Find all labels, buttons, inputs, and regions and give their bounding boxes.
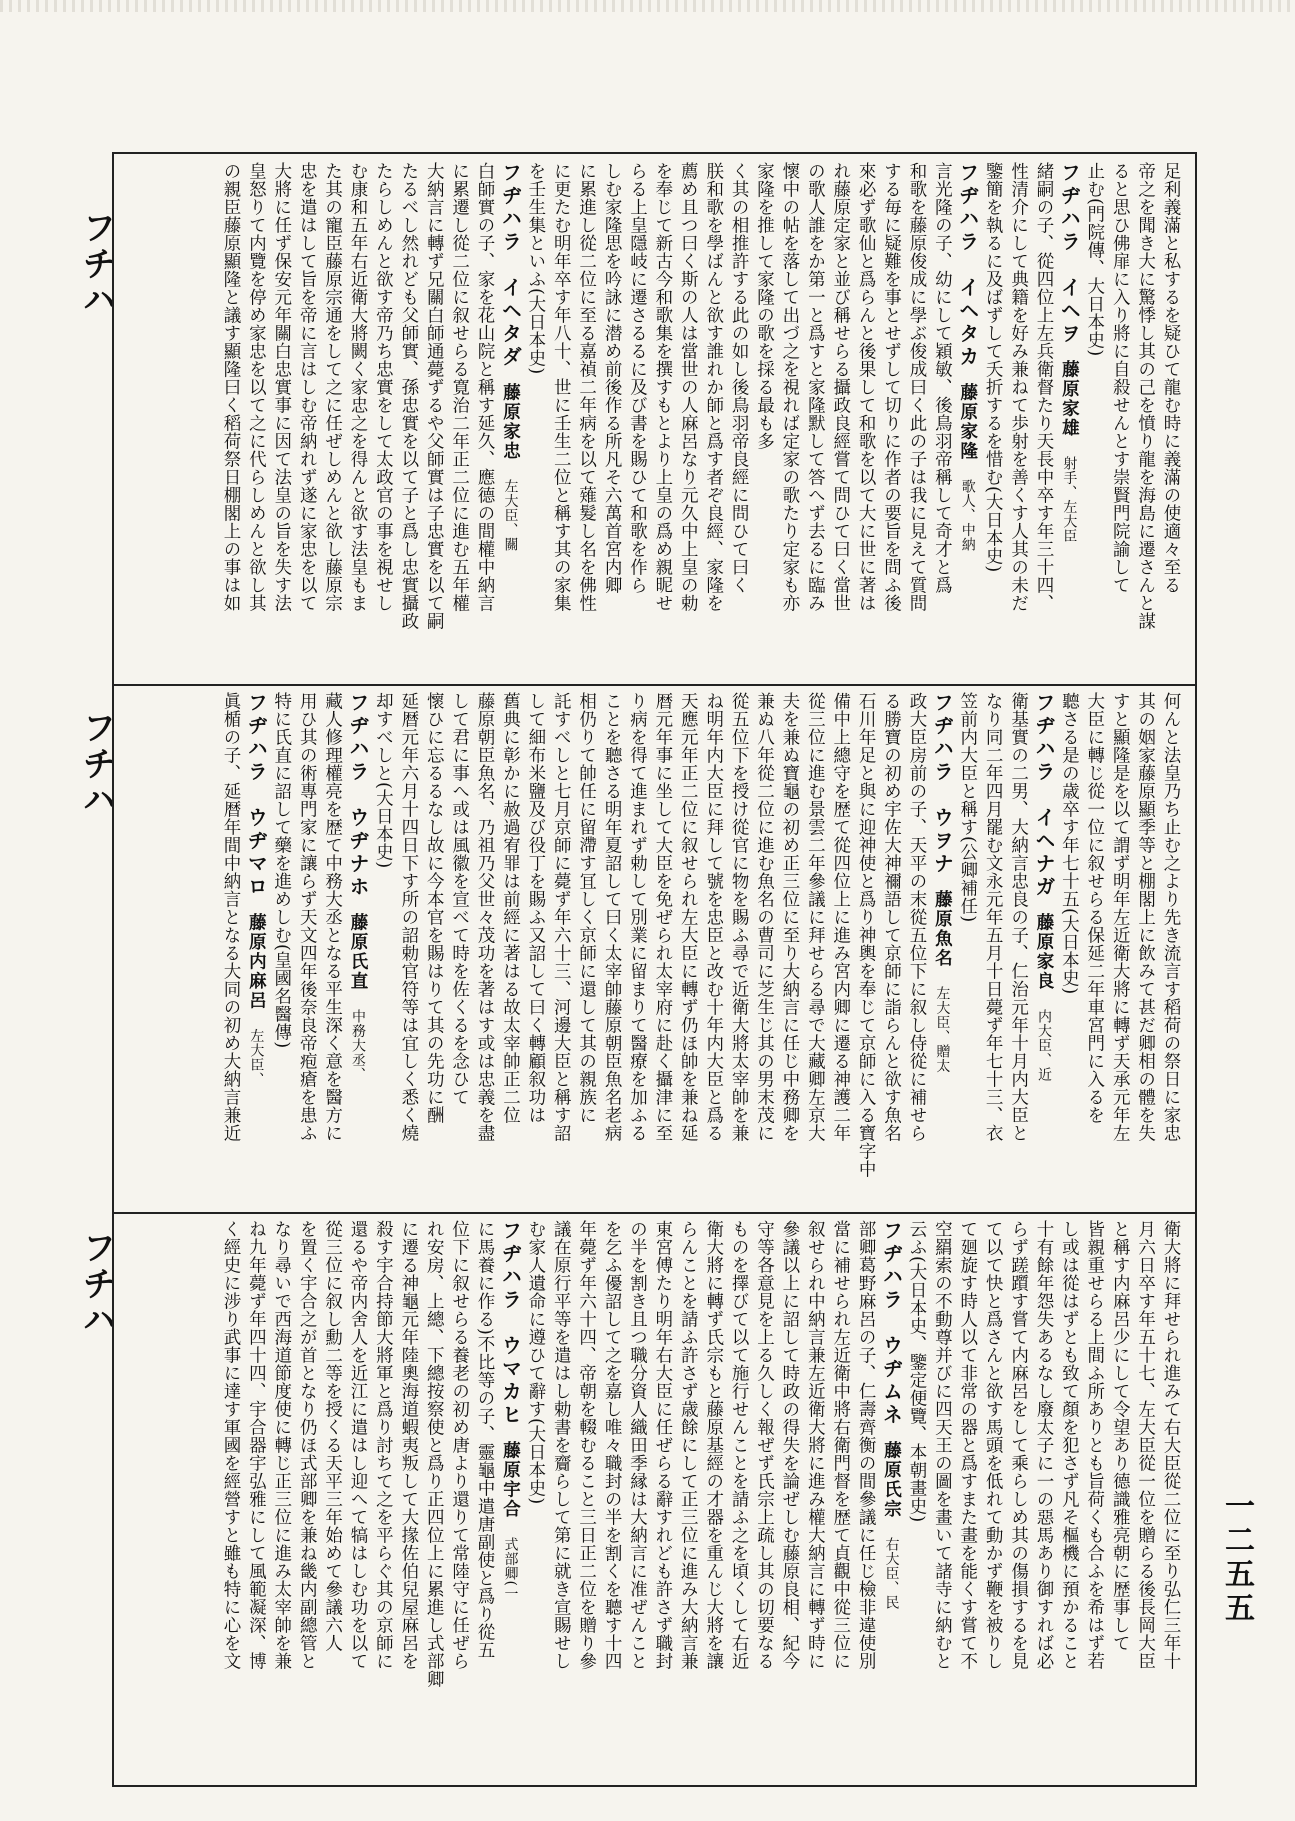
text-column: 暦元年事に坐して大臣を免ぜられ太宰府に赴く攝津に至 [652,692,673,1142]
running-header-bottom: フチハ [76,1230,116,1338]
heading-reading: フヂハラ ウヂナホ [346,692,370,899]
heading-reading: フヂハラ イヘタダ [498,162,523,369]
heading-name: 藤原氏直 [348,913,368,991]
text-column: ね九年薨ず年四十四、宇合器宇弘雅にして風範凝深、博 [246,1220,267,1670]
text-column: に遷る神龜元年陸奧海道蝦夷叛して大掾佐伯兒屋麻呂を [398,1220,419,1670]
text-column: に馬養に作る)不比等の子、靈龜中遣唐副使と爲り從五 [475,1220,496,1660]
text-column: て以て快と爲さんと欲す馬頭を低れて動かず鞭を被りし [983,1220,1004,1670]
text-column: る勝寶の初め宇佐大神禰語して京師に詣らんと欲す魚名 [881,692,902,1142]
text-column: 叙せられ中納言兼左近衛大將に進み權大納言に轉ず時に [805,1220,826,1670]
text-column: 藤原朝臣魚名、乃祖乃父世々茂功を著はす或は忠義を盡 [475,692,496,1142]
text-column: に累進し從二位に至る嘉禎二年病を以て薙髮し名を佛性 [576,162,597,612]
text-column: すと顯隆是を以て謂ず明年左近衛大將に轉ず天承元年左 [1110,692,1131,1142]
biography-heading [878,1220,903,1780]
text-column: を置く宇合之が首となり仍ほ式部卿を兼ね畿内副總管と [297,1220,318,1670]
text-column: 藏人修理權亮を歴て中務大丞となる平生深く意を醫方に [322,692,343,1142]
text-column: 十有餘年怨失あるなし廢太子に一の惡馬あり御すれば必 [1033,1220,1054,1670]
text-column: の親臣藤原顯隆と議す顯隆曰く稻荷祭日棚閣上の事は如 [220,162,241,612]
text-column: 懷ひに忘るるなし故に今本官を賜はりて其の先功に酬 [424,692,445,1124]
text-column: 空羂索の不動尊并びに四天王の圖を畫いて諸寺に納むと [932,1220,953,1670]
biography-heading [497,1220,522,1780]
text-column: 眞楯の子、延暦年間中納言となる大同の初め大納言兼近 [220,692,241,1142]
text-column: 大納言に轉ず兄關白師通薨ずるや父師實は子忠實を以て嗣 [424,162,445,630]
text-column: 薦め且つ曰く斯の人は當世の人麻呂なり元久中上皇の勅 [678,162,699,612]
heading-name: 藤原宇合 [500,1441,521,1519]
text-column: する毎に疑難を事とせずして切りに作者の要旨を問ふ後 [881,162,902,612]
text-column: 云ふ(大日本史、鑒定便覽、本朝畫史) [906,1220,927,1523]
text-column: 足利義滿と私するを疑ひて龍む時に義滿の使適々至る [1161,162,1181,594]
text-column: 緒嗣の子、從四位上左兵衛督たり天長中卒す年三十四、 [1033,162,1054,612]
text-column: 何んと法皇乃ち止む之より先き流言す稻荷の祭日に家忠 [1161,692,1181,1142]
scan-edge-artifact [0,0,1295,12]
text-column: たるべし然れども父師實、孫忠實を以て子と爲し忠實攝政 [398,162,419,630]
text-column: 用ひ其の術專門家に讓らず天文四年後奈良帝疱瘡を患ふ [297,692,318,1142]
heading-reading: フヂハラ イヘタカ [955,162,980,369]
text-column: 天應元年正二位に叙せられ左大臣に轉ず仍ほ帥を兼ね延 [678,692,699,1142]
heading-title-note: 内大臣、近 [1035,1009,1052,1082]
page-frame [112,152,1197,1787]
page-number: 一二五五 [1219,1490,1254,1626]
biography-heading [1056,162,1081,676]
heading-title-note: 右大臣、民 [883,1537,900,1610]
text-column: 還るや帝内舍人を近江に遣はし迎へて犒はしむ功を以て [348,1220,368,1670]
text-column: 却すべしと(大日本史) [373,692,394,869]
text-column: 夫を兼ぬ寶龜の初め正三位に至り大納言に任じ中務卿を [779,692,800,1142]
heading-title-note: 式部卿(一 [502,1537,519,1601]
text-column: 止む(門院傳、大日本史) [1084,162,1105,357]
text-column: なり尋いで西海道節度使に轉じ正三位に進み太宰帥を兼 [271,1220,292,1670]
text-column: 託すべしと七月京師に薨ず年六十三、河邊大臣と稱す詔 [551,692,572,1142]
text-column: 白師實の子、家を花山院と稱す延久、應德の間權中納言 [475,162,496,612]
text-band-bottom [126,1220,1183,1780]
text-column: なり同二年四月罷む文永元年五月十日薨ず年七十三、衣 [983,692,1004,1142]
text-column: 位下に叙せらる養老の初め唐より還りて常陸守に任ぜら [449,1220,470,1670]
text-column: む家人遺命に遵ひて辭す(大日本史) [525,1220,546,1505]
text-column: 其の姻家藤原顯季等と棚閣上に飲みて甚だ卿相の體を失 [1135,692,1156,1142]
text-column: 當に補せられ左近衛中將右衛門督を歴て貞觀中從三位に [830,1220,851,1670]
text-column: して細布米鹽及び役丁を賜ふ又詔して曰く轉顧叙功は [525,692,546,1124]
text-column: 帝之を聞き大に驚悸し其の己を憤り龍を海島に遷さんと謀 [1135,162,1156,630]
band-divider-2 [114,1212,1195,1214]
text-column: 家隆を推して家隆の歌を採る最も多 [754,162,775,450]
text-column: たらしめんと欲す帝乃ち忠實をして太政官の事を視せし [373,162,394,612]
text-column: 朕和歌を學ばんと欲す誰れか師と爲す者ぞ良經、家隆を [703,162,724,612]
band-divider-1 [114,684,1195,686]
text-column: 政大臣房前の子、天平の末從五位下に叙し侍從に補せら [906,692,927,1142]
heading-name: 藤原家忠 [500,383,521,461]
text-column: 從三位に進む景雲二年參議に拜せらる尋で大藏卿左京大 [805,692,826,1142]
heading-reading: フヂハラ ウヂマロ [244,692,269,899]
heading-name: 藤原家雄 [1059,360,1080,438]
biography-heading [1031,692,1056,1204]
text-column: 皇怒りて内覽を停め家忠を以て之に代らしめんと欲し其 [246,162,267,612]
text-band-top [126,162,1183,676]
heading-name: 藤原魚名 [932,890,953,968]
heading-title-note: 中務大丞、 [350,1009,366,1082]
text-column: しむ家隆思を吟詠に潜め前後作る所凡そ六萬首宮内卿 [602,162,623,594]
text-column: く經史に涉り武事に達す軍國を經營すと雖も特に心を文 [220,1220,241,1670]
text-column: の歌人誰をか第一と爲すと家隆默して答へず去るに臨み [805,162,826,612]
text-column: して君に事へ或は風徽を宣べて時を佐くるを念ひて [449,692,470,1106]
text-column: 鑒簡を執るに及ばずして夭折するを惜む(大日本史) [983,162,1004,573]
running-header-top: フチハ [76,210,116,318]
text-column: 延暦元年六月十四日下す所の詔勅官符等は宜しく悉く燒 [398,692,419,1142]
text-column: 從三位に叙し勳二等を授くる天平三年始めて參議六人 [322,1220,343,1652]
text-column: 大將に任ず保安元年關白忠實事に因て法皇の旨を失す法 [271,162,292,612]
text-column: 皆親重せらる上間ふ所ありとも旨荷くも合ふを希はず若 [1084,1220,1105,1670]
text-column: た其の寵臣藤原宗通をして之に任ぜしめんと欲し藤原宗 [322,162,343,612]
heading-name: 藤原家良 [1033,913,1054,991]
text-column: 石川年足と與に迎神使と爲り神輿を奉じて京師に入る寶字中 [856,692,877,1178]
text-column: 大臣に轉じ從一位に叙せらる保延二年車宮門に入るを [1084,692,1105,1124]
text-column: 兼ぬ八年從二位に進む魚名の曹司に芝生じ其の男末茂に [754,692,775,1142]
text-column: ことを聽さる明年夏詔して曰く太宰帥藤原朝臣魚名老病 [602,692,623,1142]
text-column: 聽さる是の歳卒す年七十五(大日本史) [1059,692,1080,995]
text-column: れ安房、上總、下總按察使と爲り正四位上に累進し式部卿 [424,1220,445,1688]
heading-reading: フヂハラ ウヂムネ [879,1220,904,1427]
text-column: む康和五年右近衛大將闕く家忠之を得んと欲す法皇もま [348,162,368,612]
text-band-middle [126,692,1183,1204]
text-column: らんことを請ふ許さず歳餘にして正三位に進み大納言兼 [678,1220,699,1670]
running-header-middle: フチハ [76,710,116,818]
text-column: 來必ず歌仙と爲らんと後果して和歌を以て大に世に著は [856,162,877,612]
text-column: 和歌を藤原俊成に學ぶ俊成曰く此の子は我に見えて質問 [906,162,927,612]
text-column: 從五位下を授け從官に物を賜ふ尋で近衛大將太宰帥を兼 [729,692,750,1142]
text-column: れ藤原定家と並び稱せらる攝政良經嘗て問ひて曰く當世 [830,162,851,612]
text-column: 殺す宇合持節大將軍と爲り討ちて之を平らぐ其の京師に [373,1220,394,1670]
heading-title-note: 射手、左大臣 [1061,456,1078,543]
text-column: 月六日卒す年五十七、左大臣從一位を贈らる後長岡大臣 [1135,1220,1156,1670]
heading-title-note: 左大臣、關 [502,479,519,552]
text-column: を奉じて新古今和歌集を撰すもとより上皇の爲め親昵せ [652,162,673,612]
text-column: て廻旋す時人以て非常の器と爲すまた畫を能くす嘗て不 [957,1220,978,1670]
text-column: ものを擇びて以て施行せんことを請ふ之を頃くして右近 [729,1220,750,1670]
biography-heading [929,692,954,1204]
biography-heading [954,162,979,676]
heading-name: 藤原氏宗 [881,1441,902,1519]
biography-heading [497,162,522,676]
heading-reading: フヂハラ イヘナガ [1031,692,1056,899]
heading-name: 藤原内麻呂 [246,913,267,1011]
text-column: 守等各意見を上る久しく報ぜず氏宗上疏し其の切要なる [754,1220,775,1670]
text-column: を壬生集といふ(大日本史) [525,162,546,375]
text-column: ると思ひ佛扉に入り將に自殺せんとす崇賢門院諭して [1110,162,1131,594]
text-column: 言光隆の子、幼にして穎敏、後鳥羽帝稱して奇才と爲 [932,162,953,594]
text-column: 性清介にして典籍を好み兼ねて歩射を善くす人其の未だ [1008,162,1029,612]
text-column: と稱す内麻呂少にして令望あり德識雅亮朝に歴事して [1110,1220,1131,1652]
text-column: 年薨ず年六十四、帝朝を輟むること三日正二位を贈り參 [576,1220,597,1670]
text-column: り病を得て進まれず勅して別業に留まりて醫療を加ふる [627,692,648,1142]
heading-reading: フヂハラ ウヲナ [930,692,955,876]
heading-name: 藤原家隆 [957,383,978,461]
text-column: 忠を遣はして旨を帝に言はしむ帝納れず遂に家忠を以て [297,162,318,612]
text-column: の半を割き且つ職分資人織田季縁は大納言に准ぜんこと [627,1220,648,1670]
text-column: 衛基實の二男、大納言忠良の子、仁治元年十月内大臣と [1008,692,1029,1142]
text-column: に更たむ明年卒す年八十、世に壬生二位と稱す其の家集 [551,162,572,612]
text-column: 舊典に彰かに赦過宥罪は前經に著はる故太宰帥正二位 [500,692,521,1124]
text-column: 部卿葛野麻呂の子、仁壽齊衡の間參議に任じ檢非違使別 [856,1220,877,1670]
text-column: 議在原行平等を遣はし勅書を齎らして第に就き宣賜せし [551,1220,572,1670]
biography-heading [345,692,370,1204]
text-column: 相仍りて帥任に留滯す冝しく京師に還して其の親族に [576,692,597,1124]
text-column: 備中上總守を歴て從四位上に進み宮内卿に遷る神護二年 [830,692,851,1142]
text-column: らず蹉躓す嘗て内麻呂をして乘らしめ其の傷損するを見 [1008,1220,1029,1670]
text-column: らる上皇隱岐に遷さるるに及び書を賜ひて和歌を作ら [627,162,648,594]
heading-title-note: 歌人、中納 [959,479,976,552]
heading-reading: フヂハラ イヘヲ [1057,162,1082,346]
text-column: を乞ふ優詔して之を嘉し唯々職封の半を割くを聽す十四 [602,1220,623,1670]
heading-title-note: 左大臣、 [248,1028,265,1087]
text-column: 特に氏直に詔して藥を進めしむ(皇國名醫傳) [271,692,292,1049]
text-column: し或は從はずとも致て顏を犯さず凡そ樞機に預かること [1059,1220,1080,1670]
text-column: 懷中の帖を落して出づ之を視れば定家の歌たり定家も亦 [779,162,800,612]
text-column: に累遷し從二位に叙せらる寛治二年正二位に進む五年權 [449,162,470,612]
heading-title-note: 左大臣、贈太 [934,986,951,1073]
text-column: 衛大將に轉ず氏宗もと藤原基經の才器を重んじ大將を讓 [703,1220,724,1670]
text-column: 笠前内大臣と稱す(公卿補任) [957,692,978,923]
text-column: く其の相推許する此の如し後鳥羽帝良經に問ひて曰く [729,162,750,594]
text-column: ね明年内大臣に拜して號を忠臣と改む十年内大臣と爲る [703,692,724,1142]
text-column: 參議以上に詔して時政の得失を論ぜしむ藤原良相、紀今 [779,1220,800,1670]
text-column: 衛大將に拜せられ進みて右大臣從二位に至り弘仁三年十 [1161,1220,1181,1670]
text-column: 東宮傅たり明年右大臣に任ぜらる辭すれども許さず職封 [652,1220,673,1670]
heading-reading: フヂハラ ウマカヒ [498,1220,523,1427]
biography-heading [243,692,268,1204]
